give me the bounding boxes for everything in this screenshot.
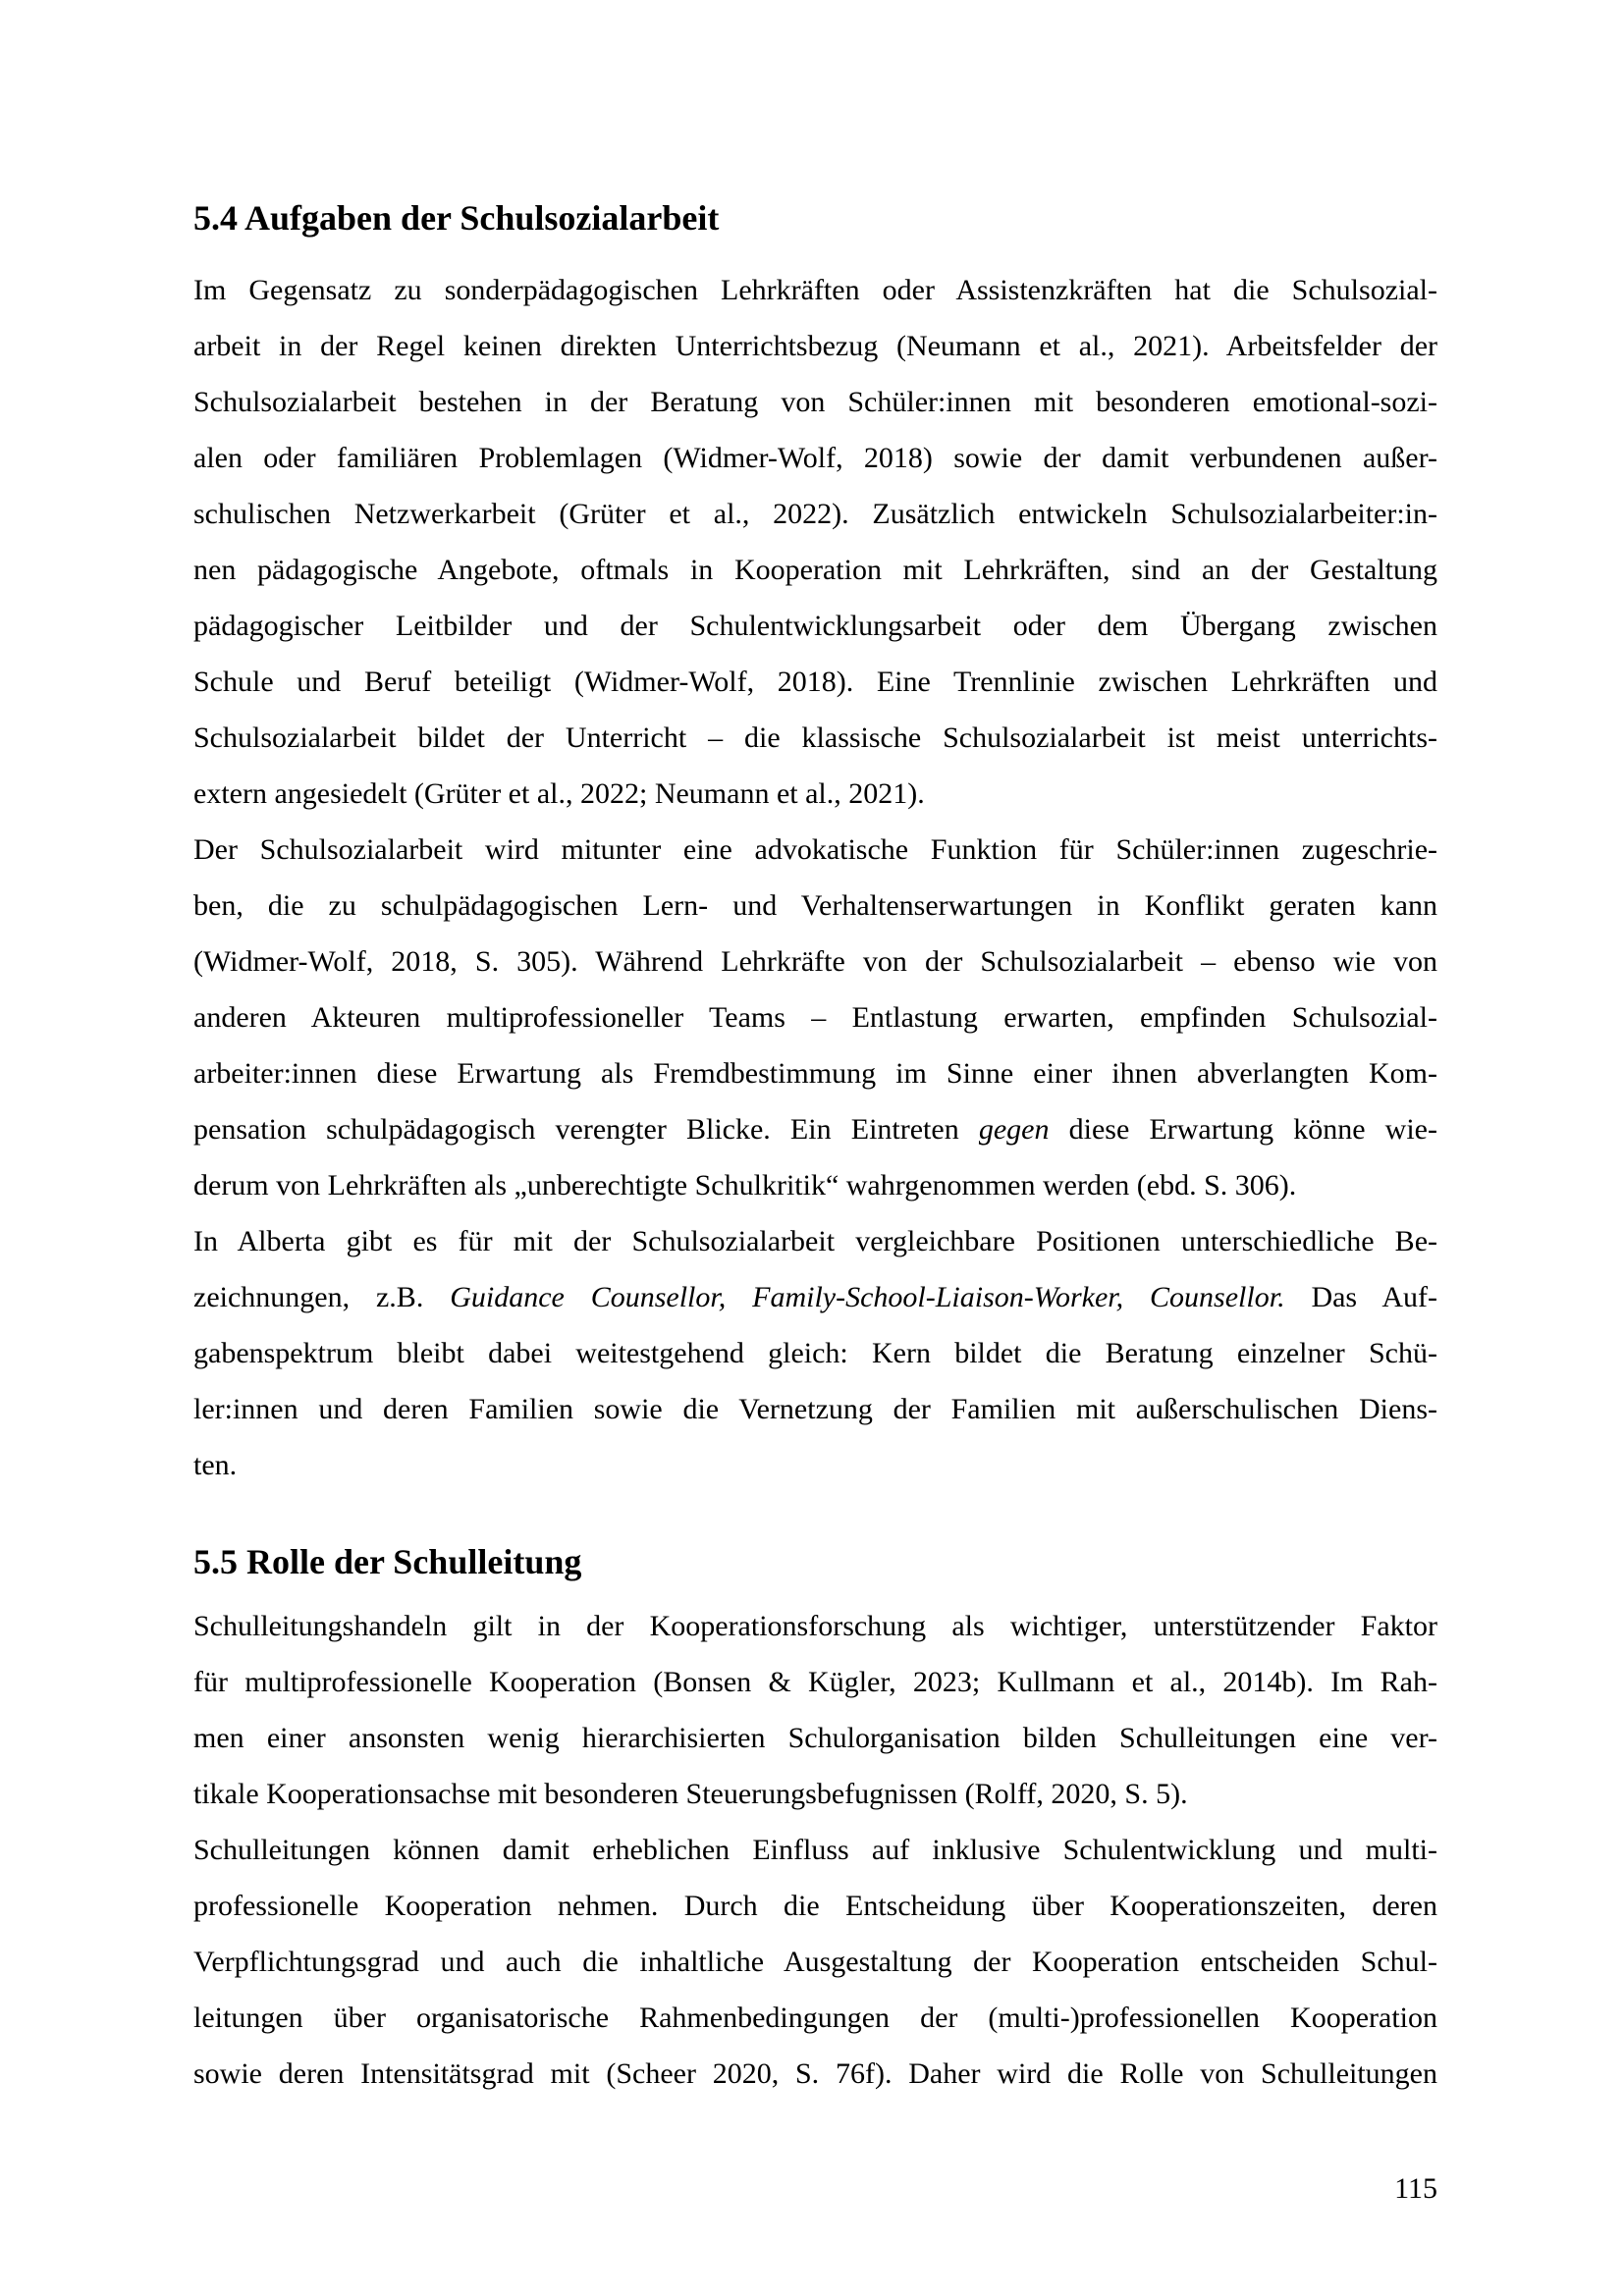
emphasis-text: Guidance Counsellor, Family-School-Liaison-Worker, Counsellor.	[450, 1281, 1285, 1313]
text-segment: Das Auf-	[1284, 1281, 1437, 1313]
text-line: tikale Kooperationsachse mit besonderen Steuerungsbefugnissen (Rolff, 2020, S. 5).	[193, 1778, 1188, 1810]
text-line: (Widmer-Wolf, 2018, S. 305). Während Lehrkräfte von der Schulsozialarbeit – ebenso wie von	[193, 945, 1437, 978]
text-line: ler:innen und deren Familien sowie die Vernetzung der Familien mit außerschulischen Diens-	[193, 1393, 1437, 1425]
text-segment: zeichnungen, z.B.	[193, 1281, 451, 1313]
text-line: Schulleitungshandeln gilt in der Kooperationsforschung als wichtiger, unterstützender Faktor	[193, 1610, 1437, 1642]
text-segment: pensation schulpädagogisch verengter Blicke. Ein Eintreten	[193, 1113, 979, 1146]
text-line: Schulsozialarbeit bestehen in der Beratung von Schüler:innen mit besonderen emotional-sozi-	[193, 386, 1437, 418]
text-line: leitungen über organisatorische Rahmenbedingungen der (multi-)professionellen Kooperation	[193, 2002, 1437, 2034]
section-5-5-body	[193, 1598, 1437, 2102]
text-line: gabenspektrum bleibt dabei weitestgehend gleich: Kern bildet die Beratung einzelner Schü-	[193, 1337, 1437, 1369]
text-line: schulischen Netzwerkarbeit (Grüter et al., 2022). Zusätzlich entwickeln Schulsozialarbeiter:in-	[193, 498, 1437, 530]
text-line-with-emphasis	[193, 1269, 1437, 1325]
section-5-4	[193, 196, 1437, 240]
text-line: Im Gegensatz zu sonderpädagogischen Lehrkräften oder Assistenzkräften hat die Schulsozial-	[193, 274, 1437, 306]
text-line: anderen Akteuren multiprofessioneller Teams – Entlastung erwarten, empfinden Schulsozial-	[193, 1001, 1437, 1034]
text-line-with-emphasis	[193, 1101, 1437, 1157]
text-line: Verpflichtungsgrad und auch die inhaltliche Ausgestaltung der Kooperation entscheiden Schul-	[193, 1946, 1437, 1978]
text-line: für multiprofessionelle Kooperation (Bonsen & Kügler, 2023; Kullmann et al., 2014b). Im Rah-	[193, 1666, 1437, 1698]
text-line: Der Schulsozialarbeit wird mitunter eine advokatische Funktion für Schüler:innen zugeschrie-	[193, 833, 1437, 866]
text-line: arbeiter:innen diese Erwartung als Fremdbestimmung im Sinne einer ihnen abverlangten Kom-	[193, 1057, 1437, 1090]
text-line: sowie deren Intensitätsgrad mit (Scheer 2020, S. 76f). Daher wird die Rolle von Schulleitungen	[193, 2057, 1437, 2090]
section-5-5	[193, 1540, 1437, 1583]
text-line: In Alberta gibt es für mit der Schulsozialarbeit vergleichbare Positionen unterschiedliche Be-	[193, 1225, 1437, 1257]
emphasis-text: gegen	[978, 1113, 1050, 1146]
section-heading: 5.4 Aufgaben der Schulsozialarbeit	[193, 198, 720, 238]
section-heading: 5.5 Rolle der Schulleitung	[193, 1542, 582, 1581]
text-line: men einer ansonsten wenig hierarchisierten Schulorganisation bilden Schulleitungen eine ver-	[193, 1722, 1437, 1754]
page-number: 115	[1394, 2172, 1437, 2205]
text-line: ten.	[193, 1449, 238, 1481]
text-line: extern angesiedelt (Grüter et al., 2022; Neumann et al., 2021).	[193, 777, 925, 810]
text-line: ben, die zu schulpädagogischen Lern- und Verhaltenserwartungen in Konflikt geraten kann	[193, 889, 1437, 922]
text-segment: diese Erwartung könne wie-	[1049, 1113, 1437, 1146]
text-line: Schulleitungen können damit erheblichen Einfluss auf inklusive Schulentwicklung und multi-	[193, 1834, 1437, 1866]
text-line: derum von Lehrkräften als „unberechtigte Schulkritik“ wahrgenommen werden (ebd. S. 306).	[193, 1169, 1297, 1201]
text-line: arbeit in der Regel keinen direkten Unterrichtsbezug (Neumann et al., 2021). Arbeitsfelder der	[193, 330, 1437, 362]
text-line: Schule und Beruf beteiligt (Widmer-Wolf, 2018). Eine Trennlinie zwischen Lehrkräften und	[193, 666, 1437, 698]
section-5-4-body	[193, 262, 1437, 1493]
text-line: nen pädagogische Angebote, oftmals in Kooperation mit Lehrkräften, sind an der Gestaltung	[193, 554, 1437, 586]
text-line: Schulsozialarbeit bildet der Unterricht – die klassische Schulsozialarbeit ist meist unterrichts-	[193, 721, 1437, 754]
text-line: alen oder familiären Problemlagen (Widmer-Wolf, 2018) sowie der damit verbundenen außer-	[193, 442, 1437, 474]
text-line: pädagogischer Leitbilder und der Schulentwicklungsarbeit oder dem Übergang zwischen	[193, 610, 1437, 642]
text-line: professionelle Kooperation nehmen. Durch die Entscheidung über Kooperationszeiten, deren	[193, 1890, 1437, 1922]
